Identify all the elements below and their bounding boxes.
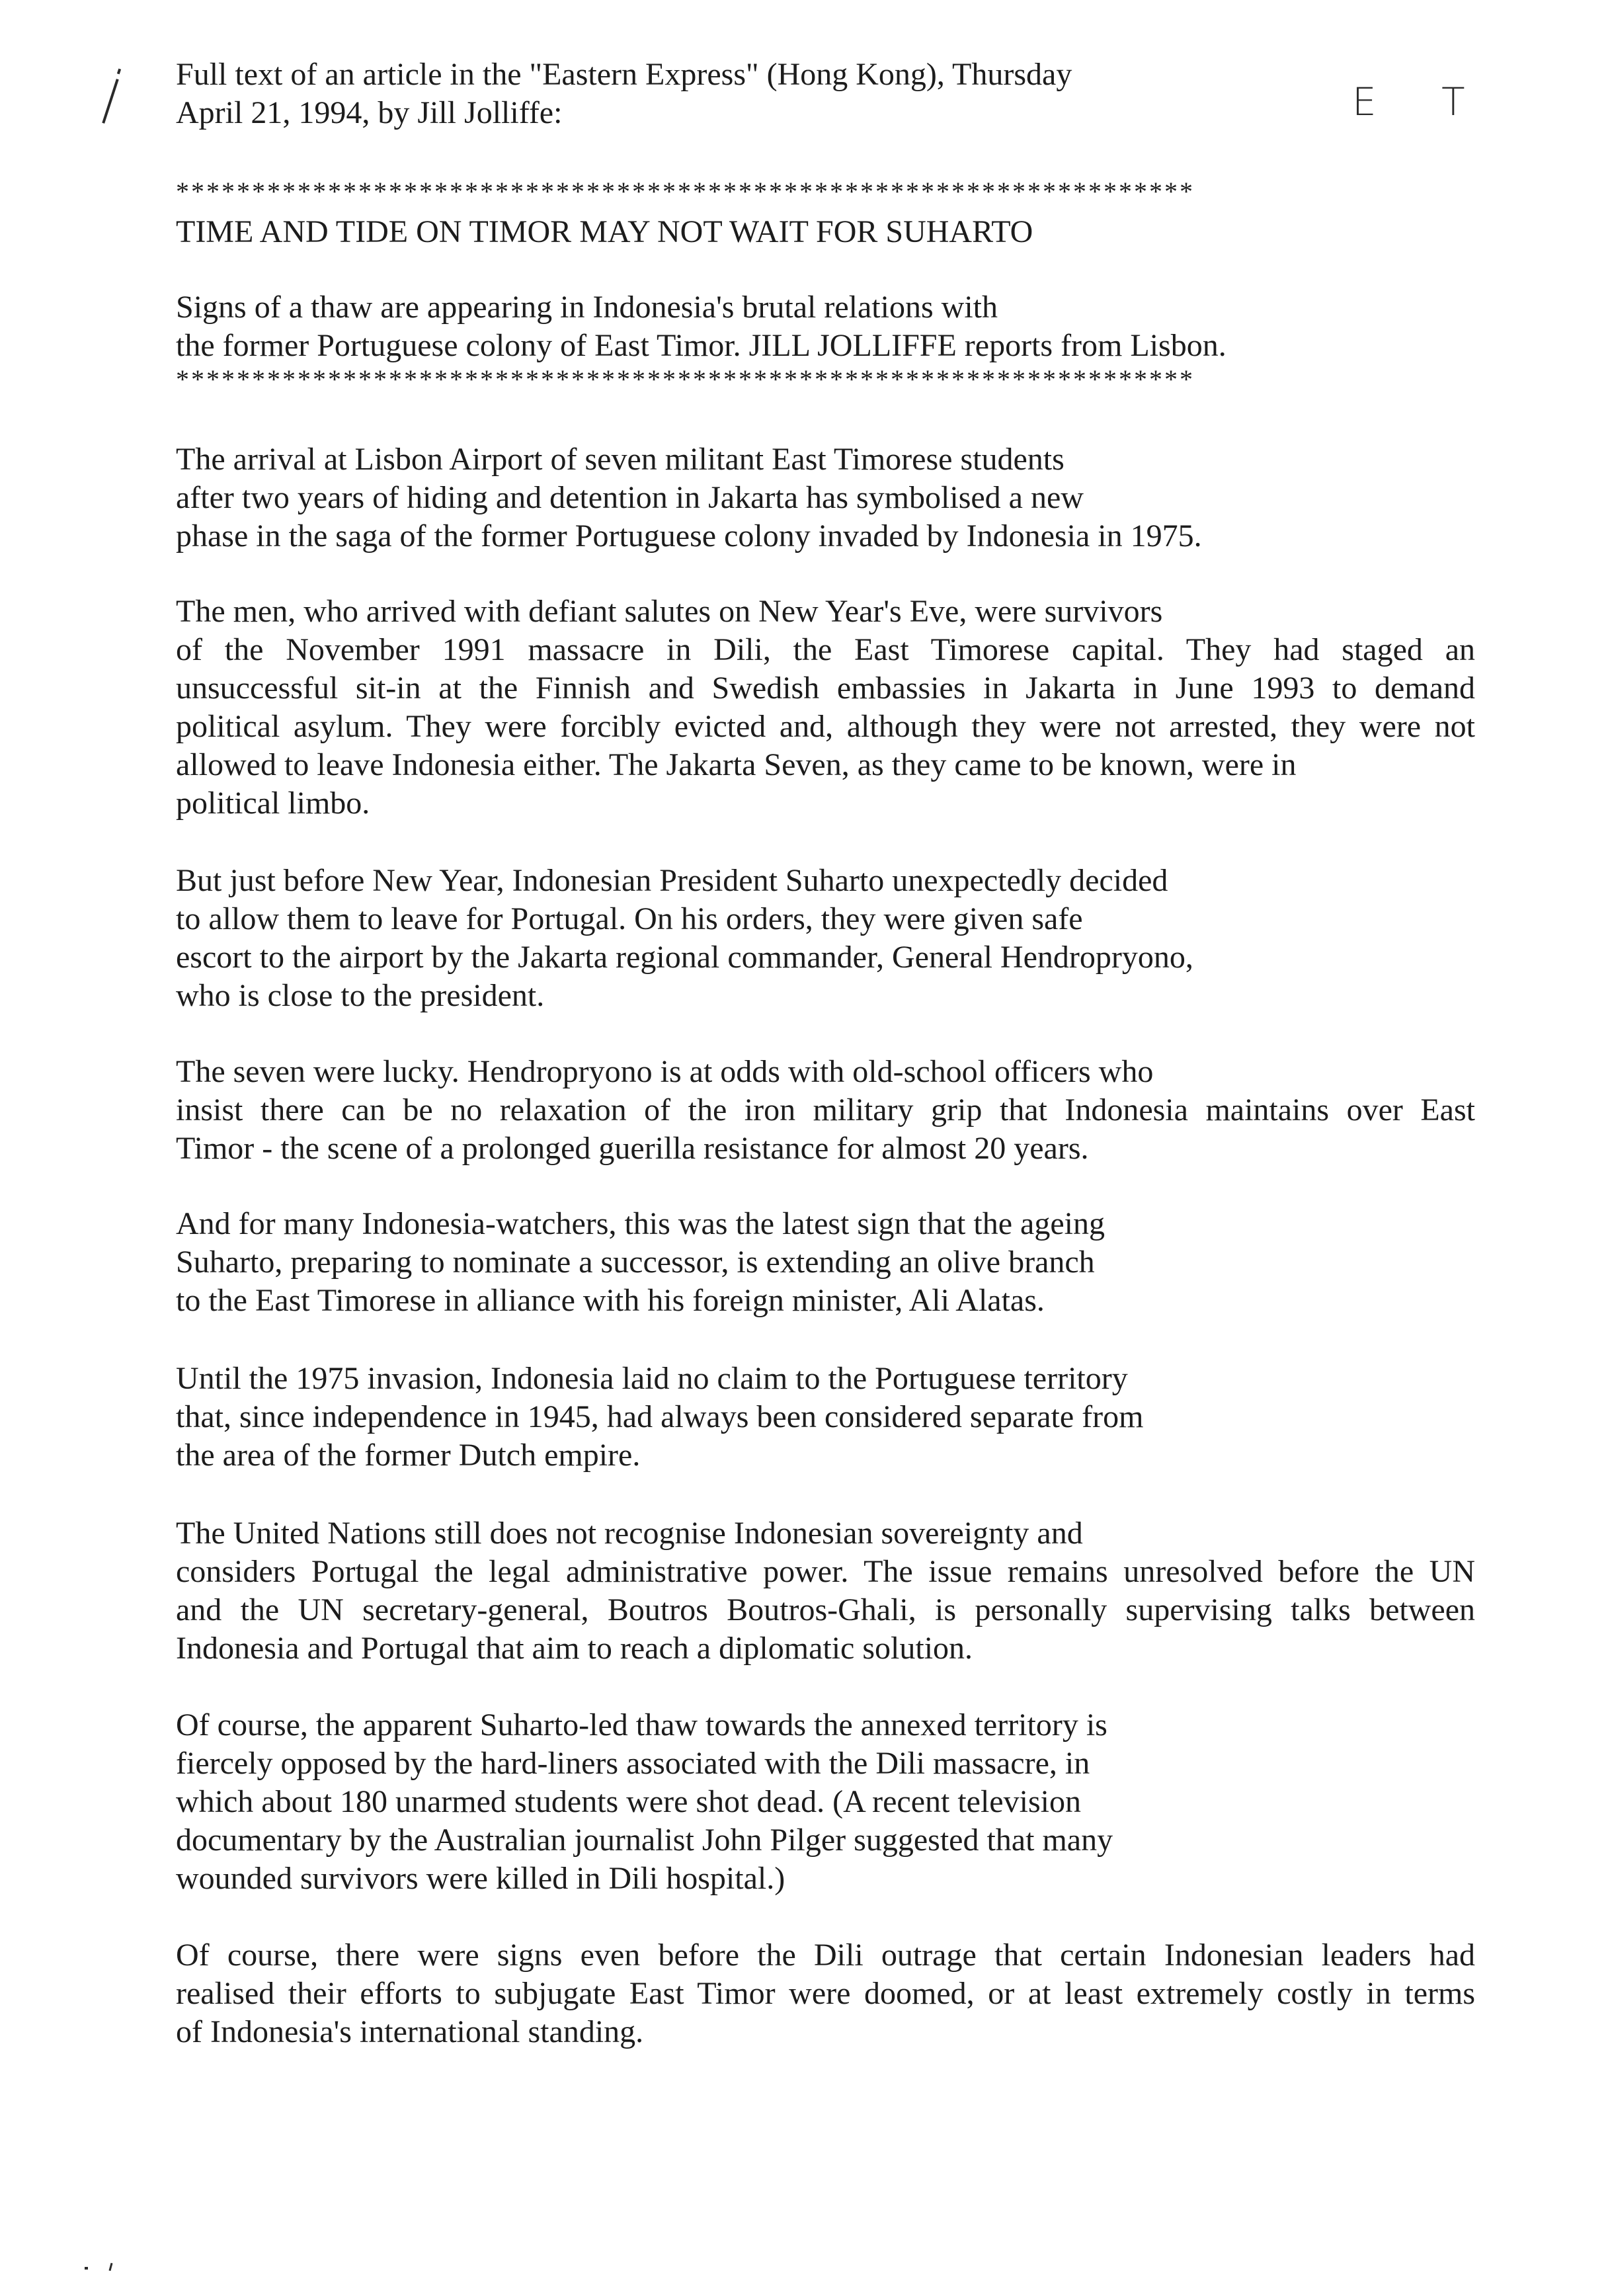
paragraph-2 (176, 593, 1475, 823)
paragraph-line: allowed to leave Indonesia either. The Jakarta Seven, as they came to be known, were in (176, 747, 1297, 782)
paragraph-line: realised their efforts to subjugate East Timor were doomed, or at least extremely costly in terms (176, 1976, 1475, 2011)
paragraph-line: and the UN secretary-general, Boutros Boutros-Ghali, is personally supervising talks between (176, 1592, 1475, 1627)
paragraph-line: The seven were lucky. Hendropryono is at odds with old-school officers who (176, 1054, 1154, 1089)
margin-pencil-dot (117, 69, 121, 75)
paragraph-line: political asylum. They were forcibly evicted and, although they were not arrested, they were not (176, 709, 1475, 744)
paragraph-5 (176, 1205, 1475, 1320)
paragraph-line: political limbo. (176, 786, 370, 821)
header-line-1: Full text of an article in the "Eastern Express" (Hong Kong), Thursday (176, 57, 1072, 92)
paragraph-line: phase in the saga of the former Portuguese colony invaded by Indonesia in 1975. (176, 518, 1202, 554)
standfirst (176, 288, 1475, 365)
paragraph-9 (176, 1936, 1475, 2051)
paragraph-4 (176, 1053, 1475, 1168)
headline (176, 213, 1475, 251)
margin-pencil-mark (102, 79, 118, 124)
header-line-2: April 21, 1994, by Jill Jolliffe: (176, 95, 563, 130)
paragraph-line: The United Nations still does not recognise Indonesian sovereignty and (176, 1516, 1083, 1551)
paragraph-line: insist there can be no relaxation of the iron military grip that Indonesia maintains over East (176, 1092, 1475, 1128)
standfirst-line-1: Signs of a thaw are appearing in Indonesia's brutal relations with (176, 290, 998, 325)
handwritten-annotation (1352, 79, 1492, 124)
headline-text: TIME AND TIDE ON TIMOR MAY NOT WAIT FOR SUHARTO (176, 214, 1033, 249)
paragraph-7 (176, 1514, 1475, 1668)
paragraph-line: But just before New Year, Indonesian President Suharto unexpectedly decided (176, 863, 1168, 898)
separator-top: ******************************************************************* (176, 179, 1195, 205)
paragraph-line: Until the 1975 invasion, Indonesia laid no claim to the Portuguese territory (176, 1361, 1128, 1396)
paragraph-line: considers Portugal the legal administrative power. The issue remains unresolved before the UN (176, 1554, 1475, 1589)
paragraph-line: which about 180 unarmed students were shot dead. (A recent television (176, 1784, 1081, 1819)
paragraph-line: to allow them to leave for Portugal. On his orders, they were given safe (176, 901, 1083, 936)
paragraph-line: fiercely opposed by the hard-liners associated with the Dili massacre, in (176, 1746, 1090, 1781)
paragraph-line: Timor - the scene of a prolonged guerilla resistance for almost 20 years. (176, 1131, 1089, 1166)
paragraph-line: wounded survivors were killed in Dili hospital.) (176, 1861, 785, 1896)
paragraph-line: documentary by the Australian journalist John Pilger suggested that many (176, 1823, 1113, 1858)
paragraph-line: Of course, the apparent Suharto-led thaw towards the annexed territory is (176, 1707, 1107, 1742)
standfirst-line-2: the former Portuguese colony of East Timor. JILL JOLLIFFE reports from Lisbon. (176, 328, 1226, 363)
paragraph-line: after two years of hiding and detention in Jakarta has symbolised a new (176, 480, 1084, 515)
paragraph-line: unsuccessful sit-in at the Finnish and Swedish embassies in Jakarta in June 1993 to demand (176, 671, 1475, 706)
paragraph-1 (176, 440, 1475, 555)
paragraph-line: Of course, there were signs even before the Dili outrage that certain Indonesian leaders had (176, 1938, 1475, 1973)
document-header (176, 56, 1475, 132)
scan-speck (108, 2263, 112, 2271)
paragraph-line: And for many Indonesia-watchers, this was the latest sign that the ageing (176, 1206, 1105, 1241)
paragraph-line: of the November 1991 massacre in Dili, the East Timorese capital. They had staged an (176, 632, 1475, 667)
paragraph-line: who is close to the president. (176, 978, 545, 1013)
paragraph-line: that, since independence in 1945, had always been considered separate from (176, 1399, 1144, 1434)
paragraph-line: Indonesia and Portugal that aim to reach a diplomatic solution. (176, 1631, 973, 1666)
scan-speck (85, 2267, 88, 2270)
handwritten-annotation-text: E T (1352, 79, 1492, 124)
paragraph-8 (176, 1706, 1475, 1898)
paragraph-line: Suharto, preparing to nominate a successor, is extending an olive branch (176, 1245, 1095, 1280)
paragraph-line: The men, who arrived with defiant salutes on New Year's Eve, were survivors (176, 594, 1163, 629)
paragraph-line: The arrival at Lisbon Airport of seven militant East Timorese students (176, 442, 1065, 477)
paragraph-line: to the East Timorese in alliance with his foreign minister, Ali Alatas. (176, 1283, 1045, 1318)
separator-bottom: ******************************************************************* (176, 366, 1195, 393)
paragraph-line: the area of the former Dutch empire. (176, 1438, 641, 1473)
paragraph-line: of Indonesia's international standing. (176, 2014, 644, 2049)
paragraph-3 (176, 862, 1475, 1015)
paragraph-line: escort to the airport by the Jakarta regional commander, General Hendropryono, (176, 940, 1193, 975)
paragraph-6 (176, 1360, 1475, 1475)
